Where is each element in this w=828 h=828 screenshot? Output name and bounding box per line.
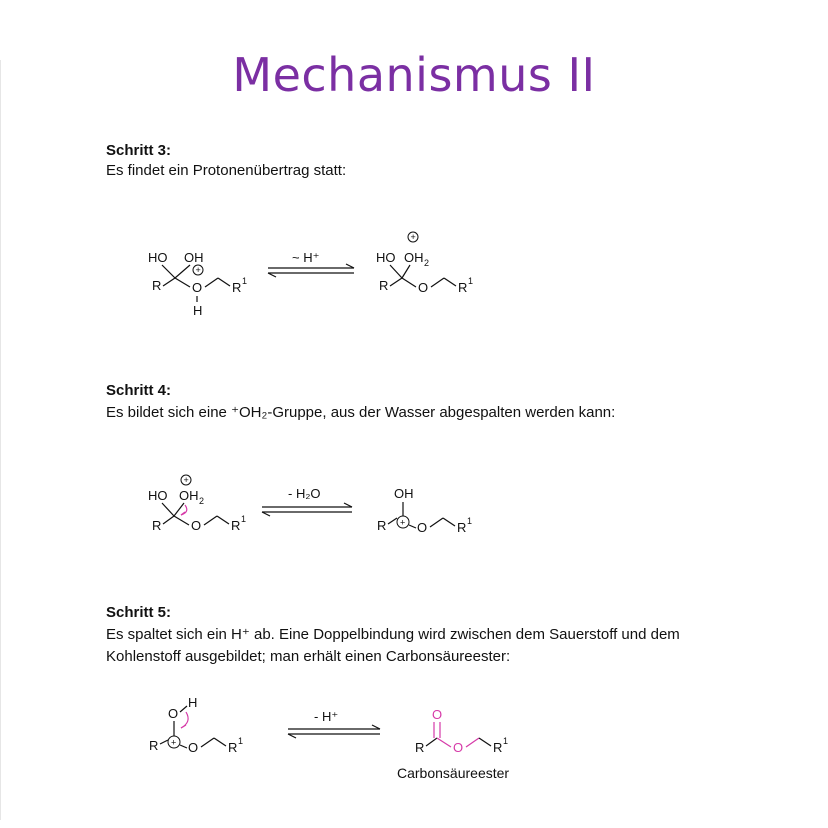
- atom-R1-sup: 1: [241, 514, 247, 524]
- charge-plus-sign: +: [410, 232, 416, 242]
- step-4-text-after: -Gruppe, aus der Wasser abgespalten werden kann:: [267, 404, 616, 421]
- atom-OH: OH: [184, 250, 204, 265]
- atom-OH2-sub: 2: [199, 496, 205, 506]
- step-5-product: [397, 707, 509, 781]
- step-3-product: [376, 232, 473, 295]
- atom-OH2: OH: [179, 488, 199, 503]
- atom-R1: R: [228, 740, 238, 755]
- atom-O-ether: O: [188, 740, 199, 755]
- atom-R1-sup: 1: [468, 276, 474, 286]
- step-4-reactant: [148, 475, 246, 533]
- step-4-heading: Schritt 4:: [106, 382, 172, 399]
- step-5-arrow-label: - H⁺: [314, 709, 339, 724]
- atom-R1: R: [493, 740, 503, 755]
- atom-R: R: [377, 518, 387, 533]
- atom-O-ester: O: [453, 740, 464, 755]
- atom-OH: OH: [394, 486, 414, 501]
- step-3-reactant: [148, 250, 247, 318]
- atom-O-carbonyl: O: [432, 707, 443, 722]
- atom-R: R: [415, 740, 425, 755]
- atom-R1: R: [232, 280, 242, 295]
- step-5-equilibrium-arrow: [288, 709, 380, 738]
- atom-O-ether: O: [417, 520, 428, 535]
- atom-R1-sup: 1: [467, 516, 473, 526]
- atom-O-ether: O: [418, 280, 429, 295]
- atom-O-ether: O: [191, 518, 202, 533]
- step-4-arrow-label: - H₂O: [288, 486, 321, 501]
- step-5-heading: Schritt 5:: [106, 604, 172, 621]
- atom-R: R: [149, 738, 159, 753]
- step-4-text-before: Es bildet sich eine: [106, 404, 232, 421]
- step-3-equilibrium-arrow: [268, 250, 354, 277]
- step-3-heading: Schritt 3:: [106, 142, 172, 159]
- atom-R1: R: [458, 280, 468, 295]
- charge-plus-sign: +: [183, 475, 189, 485]
- page-title: Mechanismus II: [232, 48, 596, 102]
- step-4-equilibrium-arrow: [262, 486, 352, 516]
- atom-H: H: [188, 695, 198, 710]
- atom-R1-sup: 1: [238, 736, 244, 746]
- atom-R1: R: [231, 518, 241, 533]
- atom-O-ether: O: [192, 280, 203, 295]
- atom-R: R: [152, 278, 162, 293]
- charge-plus-sign: +: [195, 265, 201, 275]
- atom-O-hydroxyl: O: [168, 706, 179, 721]
- step-5-text-line2: Kohlenstoff ausgebildet; man erhält einen Carbonsäureester:: [106, 648, 511, 665]
- atom-R1: R: [457, 520, 467, 535]
- atom-R: R: [152, 518, 162, 533]
- step-4-text-group: ⁺OH₂: [231, 404, 268, 421]
- product-caption: Carbonsäureester: [397, 765, 510, 781]
- step-5-text-line1: Es spaltet sich ein H⁺ ab. Eine Doppelbindung wird zwischen dem Sauerstoff und dem: [106, 626, 680, 643]
- atom-R1-sup: 1: [503, 736, 509, 746]
- atom-H: H: [193, 303, 203, 318]
- atom-R1-sup: 1: [242, 276, 248, 286]
- atom-HO: HO: [148, 488, 168, 503]
- step-3-arrow-label: ~ H⁺: [292, 250, 320, 265]
- atom-OH2: OH: [404, 250, 424, 265]
- step-5-reactant: [149, 695, 243, 755]
- atom-OH2-sub: 2: [424, 258, 430, 268]
- atom-HO: HO: [376, 250, 396, 265]
- step-3-text: Es findet ein Protonenübertrag statt:: [106, 162, 347, 179]
- atom-R: R: [379, 278, 389, 293]
- charge-plus-sign: +: [400, 517, 406, 528]
- step-4-product: [377, 486, 472, 535]
- charge-plus-sign: +: [171, 737, 177, 748]
- atom-HO: HO: [148, 250, 168, 265]
